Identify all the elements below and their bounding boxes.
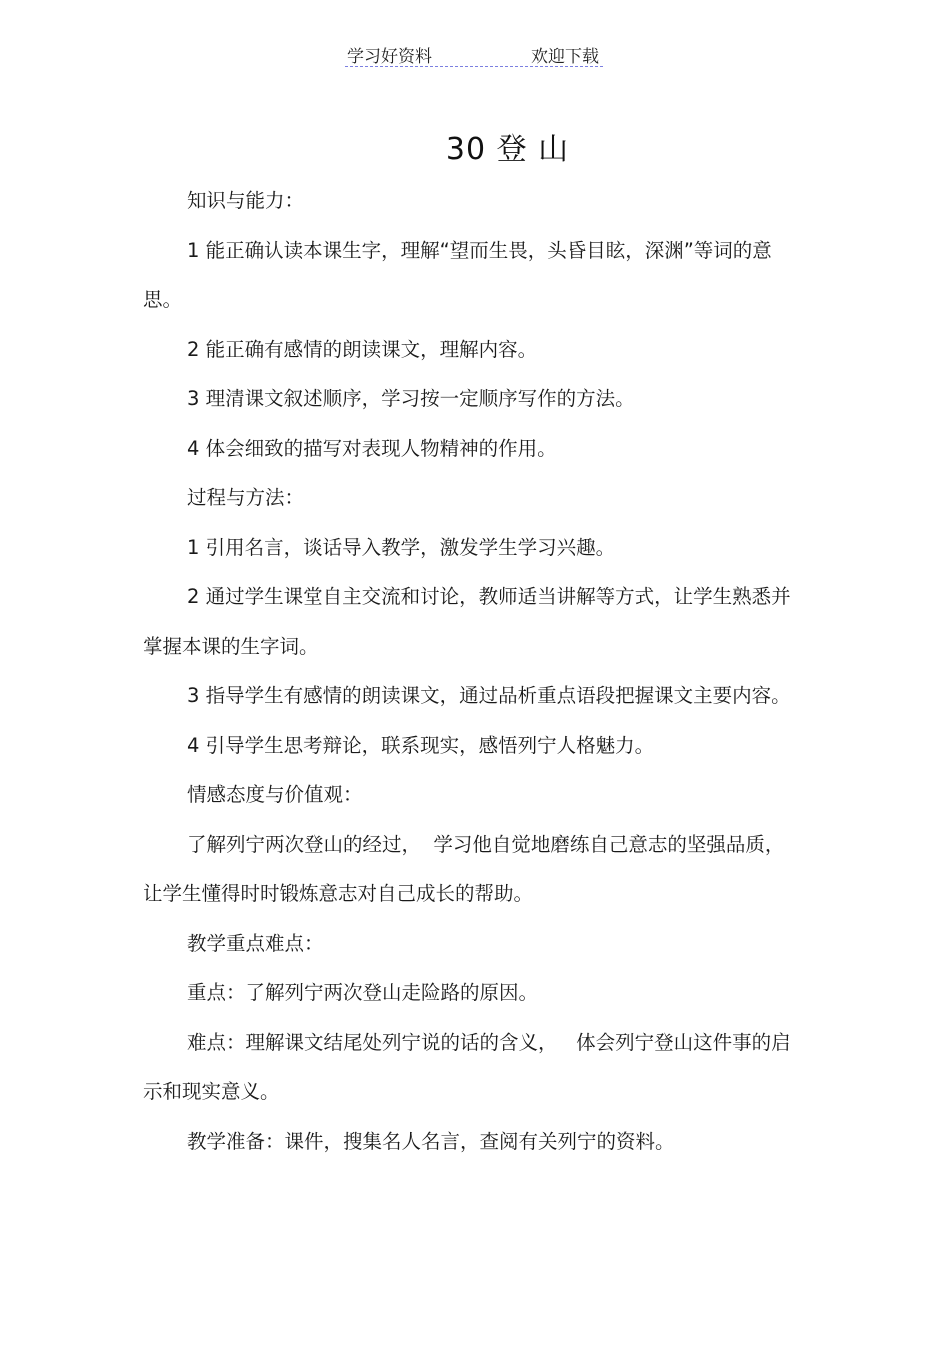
values-paragraph: 了解列宁两次登山的经过， 学习他自觉地磨练自己意志的坚强品质，让学生懂得时时锻炼意志对自己成长的帮助。	[143, 832, 785, 905]
section-heading-values: 情感态度与价值观：	[187, 783, 363, 806]
section-heading-key-points: 教学重点难点：	[187, 931, 324, 955]
knowledge-item-2: 2 能正确有感情的朗读课文，理解内容。	[187, 337, 538, 361]
section-heading-process: 过程与方法：	[187, 486, 305, 509]
teaching-preparation-paragraph: 教学准备：课件，搜集名人名言，查阅有关列宁的资料。	[187, 1129, 675, 1153]
document-body	[143, 176, 803, 1166]
knowledge-item-3: 3 理清课文叙述顺序，学习按一定顺序写作的方法。	[187, 387, 635, 410]
page-header	[345, 40, 603, 67]
process-item-1: 1 引用名言，谈话导入教学，激发学生学习兴趣。	[187, 535, 616, 559]
knowledge-item-4: 4 体会细致的描写对表现人物精神的作用。	[187, 436, 557, 460]
knowledge-item-1: 1 能正确认读本课生字，理解“望而生畏，头昏目眩，深渊”等词的意思。	[143, 238, 772, 311]
key-point-paragraph: 重点：了解列宁两次登山走险路的原因。	[187, 981, 539, 1004]
process-item-2: 2 通过学生课堂自主交流和讨论，教师适当讲解等方式，让学生熟悉并掌握本课的生字词。	[143, 585, 791, 658]
header-left-text: 学习好资料	[347, 47, 432, 67]
section-heading-knowledge: 知识与能力：	[187, 189, 305, 212]
header-right-text: 欢迎下载	[531, 47, 599, 67]
difficulty-paragraph: 难点：理解课文结尾处列宁说的话的含义， 体会列宁登山这件事的启示和现实意义。	[143, 1030, 791, 1103]
process-item-3: 3 指导学生有感情的朗读课文，通过品析重点语段把握课文主要内容。	[187, 684, 791, 707]
process-item-4: 4 引导学生思考辩论，联系现实，感悟列宁人格魅力。	[187, 733, 655, 757]
document-title: 30 登 山	[445, 132, 570, 167]
